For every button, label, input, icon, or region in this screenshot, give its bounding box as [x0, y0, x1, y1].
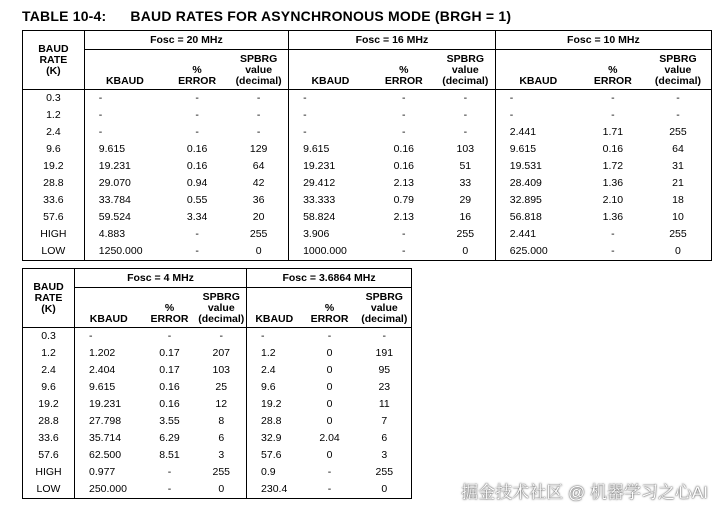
- error-cell: 0.17: [159, 347, 180, 359]
- kbaud-cell: 27.798: [75, 413, 143, 430]
- kbaud-cell: 33.784: [84, 192, 165, 209]
- kbaud-cell: 2.404: [75, 362, 143, 379]
- error-cell: -: [611, 109, 615, 121]
- error-cell: -: [195, 126, 199, 138]
- table-row: [23, 481, 412, 499]
- table-body: [23, 90, 712, 261]
- spbrg-header: SPBRG value (decimal): [197, 288, 247, 328]
- error-cell: 0.16: [393, 160, 414, 172]
- error-cell: 1.36: [602, 177, 624, 189]
- kbaud-cell: -: [247, 328, 302, 346]
- error-cell: -: [195, 92, 199, 104]
- spbrg-cell: 23: [358, 379, 412, 396]
- kbaud-cell: 3.906: [289, 226, 372, 243]
- error-cell: 2.10: [602, 194, 624, 206]
- spbrg-cell: 207: [197, 345, 247, 362]
- error-cell: -: [402, 228, 406, 240]
- spbrg-cell: 29: [436, 192, 495, 209]
- table-row: [23, 226, 712, 243]
- table-row: [23, 124, 712, 141]
- spbrg-header: SPBRG value (decimal): [358, 288, 412, 328]
- kbaud-cell: 0.977: [75, 464, 143, 481]
- baud-rate-cell: 28.8: [23, 175, 85, 192]
- kbaud-cell: 32.895: [495, 192, 581, 209]
- group-header: Fosc = 10 MHz: [495, 31, 711, 50]
- kbaud-cell: -: [289, 124, 372, 141]
- kbaud-cell: 33.333: [289, 192, 372, 209]
- baud-rate-cell: LOW: [23, 243, 85, 261]
- baud-rate-cell: 19.2: [23, 396, 75, 413]
- table-row: [23, 447, 412, 464]
- baud-table-top: [22, 30, 712, 261]
- spbrg-cell: 6: [358, 430, 412, 447]
- kbaud-cell: 19.231: [75, 396, 143, 413]
- kbaud-cell: 32.9: [247, 430, 302, 447]
- kbaud-cell: -: [289, 107, 372, 124]
- kbaud-cell: 1.202: [75, 345, 143, 362]
- error-cell: 1.71: [602, 126, 624, 138]
- spbrg-cell: 0: [358, 481, 412, 499]
- error-cell: 0.17: [159, 364, 180, 376]
- baud-rate-cell: 57.6: [23, 209, 85, 226]
- kbaud-cell: 4.883: [84, 226, 165, 243]
- spbrg-cell: 64: [645, 141, 712, 158]
- kbaud-cell: 9.615: [495, 141, 581, 158]
- spbrg-cell: 0: [197, 481, 247, 499]
- error-cell: 0.16: [186, 160, 208, 172]
- baud-table-bottom: [22, 268, 412, 499]
- table-title: [22, 8, 511, 24]
- group-header: Fosc = 20 MHz: [84, 31, 288, 50]
- kbaud-cell: 35.714: [75, 430, 143, 447]
- spbrg-cell: 103: [436, 141, 495, 158]
- spbrg-cell: 255: [358, 464, 412, 481]
- spbrg-cell: 3: [358, 447, 412, 464]
- error-cell: -: [302, 481, 358, 499]
- baud-rate-cell: 57.6: [23, 447, 75, 464]
- kbaud-cell: 19.231: [84, 158, 165, 175]
- kbaud-cell: 1.2: [247, 345, 302, 362]
- error-cell: -: [167, 330, 172, 342]
- table-caption: BAUD RATES FOR ASYNCHRONOUS MODE (BRGH = 1): [130, 8, 512, 24]
- spbrg-cell: 255: [645, 124, 712, 141]
- error-cell: 0.94: [186, 177, 208, 189]
- table-row: [23, 430, 412, 447]
- spbrg-cell: 0: [229, 243, 288, 261]
- table-row: [23, 107, 712, 124]
- error-cell: -: [611, 92, 615, 104]
- error-cell: -: [165, 243, 229, 261]
- error-cell: 0.55: [186, 194, 208, 206]
- kbaud-cell: 9.6: [247, 379, 302, 396]
- table-number: TABLE 10-4:: [22, 8, 107, 24]
- table-row: [23, 464, 412, 481]
- error-cell: 0.16: [159, 381, 180, 393]
- baud-rate-cell: 19.2: [23, 158, 85, 175]
- spbrg-cell: 16: [436, 209, 495, 226]
- spbrg-cell: 31: [645, 158, 712, 175]
- table-row: [23, 413, 412, 430]
- kbaud-cell: 625.000: [495, 243, 581, 261]
- kbaud-cell: 2.4: [247, 362, 302, 379]
- kbaud-cell: 230.4: [247, 481, 302, 499]
- error-cell: 2.04: [319, 432, 340, 444]
- spbrg-cell: 191: [358, 345, 412, 362]
- spbrg-cell: 8: [197, 413, 247, 430]
- kbaud-cell: 9.615: [84, 141, 165, 158]
- group-header: Fosc = 3.6864 MHz: [247, 269, 412, 288]
- kbaud-cell: 57.6: [247, 447, 302, 464]
- kbaud-cell: 28.409: [495, 175, 581, 192]
- kbaud-cell: 19.531: [495, 158, 581, 175]
- kbaud-header: KBAUD: [495, 50, 581, 90]
- error-cell: -: [581, 243, 645, 261]
- baud-rate-cell: LOW: [23, 481, 75, 499]
- error-cell: -: [402, 92, 406, 104]
- spbrg-cell: 0: [436, 243, 495, 261]
- kbaud-cell: 62.500: [75, 447, 143, 464]
- error-header: % ERROR: [581, 50, 645, 90]
- error-cell: -: [195, 228, 199, 240]
- spbrg-cell: 129: [229, 141, 288, 158]
- spbrg-cell: 20: [229, 209, 288, 226]
- error-header: % ERROR: [302, 288, 358, 328]
- kbaud-header: KBAUD: [75, 288, 143, 328]
- kbaud-cell: -: [75, 328, 143, 346]
- baud-rate-cell: 0.3: [23, 328, 75, 346]
- baud-rate-cell: 9.6: [23, 379, 75, 396]
- error-cell: 1.36: [602, 211, 624, 223]
- kbaud-cell: 59.524: [84, 209, 165, 226]
- error-cell: 0: [326, 449, 333, 461]
- spbrg-cell: -: [645, 107, 712, 124]
- baud-rate-cell: 33.6: [23, 430, 75, 447]
- spbrg-cell: 255: [197, 464, 247, 481]
- error-header: % ERROR: [143, 288, 197, 328]
- error-cell: -: [327, 330, 332, 342]
- error-cell: -: [611, 228, 615, 240]
- kbaud-cell: -: [495, 107, 581, 124]
- spbrg-cell: 255: [229, 226, 288, 243]
- table-row: [23, 90, 712, 108]
- kbaud-cell: 58.824: [289, 209, 372, 226]
- table-row: [23, 345, 412, 362]
- error-cell: 0: [326, 381, 333, 393]
- error-cell: 0: [326, 347, 333, 359]
- spbrg-cell: 0: [645, 243, 712, 261]
- spbrg-cell: 18: [645, 192, 712, 209]
- kbaud-cell: 2.441: [495, 226, 581, 243]
- spbrg-cell: -: [229, 90, 288, 108]
- kbaud-cell: 19.2: [247, 396, 302, 413]
- table-row: [23, 141, 712, 158]
- baud-rate-cell: 2.4: [23, 362, 75, 379]
- spbrg-cell: 6: [197, 430, 247, 447]
- spbrg-cell: 51: [436, 158, 495, 175]
- error-cell: 8.51: [159, 449, 180, 461]
- spbrg-cell: -: [645, 90, 712, 108]
- table-body: [23, 328, 412, 499]
- spbrg-header: SPBRG value (decimal): [645, 50, 712, 90]
- table-row: [23, 209, 712, 226]
- error-cell: 0.16: [186, 143, 208, 155]
- kbaud-cell: -: [84, 90, 165, 108]
- error-cell: 3.55: [159, 415, 180, 427]
- table-row: [23, 362, 412, 379]
- error-cell: 0.16: [159, 398, 180, 410]
- kbaud-cell: 9.615: [75, 379, 143, 396]
- kbaud-cell: -: [84, 107, 165, 124]
- kbaud-cell: 0.9: [247, 464, 302, 481]
- error-cell: -: [327, 466, 332, 478]
- error-cell: 0: [326, 364, 333, 376]
- spbrg-cell: -: [229, 124, 288, 141]
- error-cell: 3.34: [186, 211, 208, 223]
- baud-rate-cell: 28.8: [23, 413, 75, 430]
- baud-rate-cell: 9.6: [23, 141, 85, 158]
- spbrg-cell: 25: [197, 379, 247, 396]
- error-cell: 0.16: [393, 143, 414, 155]
- spbrg-cell: 11: [358, 396, 412, 413]
- kbaud-cell: 1250.000: [84, 243, 165, 261]
- kbaud-cell: 2.441: [495, 124, 581, 141]
- error-cell: 0.79: [393, 194, 414, 206]
- kbaud-cell: 29.412: [289, 175, 372, 192]
- error-cell: 0: [326, 398, 333, 410]
- kbaud-cell: 9.615: [289, 141, 372, 158]
- spbrg-cell: -: [436, 124, 495, 141]
- error-cell: -: [167, 466, 172, 478]
- kbaud-header: KBAUD: [84, 50, 165, 90]
- error-cell: 1.72: [602, 160, 624, 172]
- error-cell: -: [372, 243, 436, 261]
- error-cell: -: [195, 109, 199, 121]
- table-row: [23, 175, 712, 192]
- error-header: % ERROR: [372, 50, 436, 90]
- baud-rate-cell: 0.3: [23, 90, 85, 108]
- error-cell: -: [402, 126, 406, 138]
- spbrg-cell: -: [436, 107, 495, 124]
- baud-rate-cell: 33.6: [23, 192, 85, 209]
- baud-rate-cell: HIGH: [23, 226, 85, 243]
- spbrg-cell: 12: [197, 396, 247, 413]
- baud-rate-cell: HIGH: [23, 464, 75, 481]
- kbaud-cell: 29.070: [84, 175, 165, 192]
- table-row: [23, 158, 712, 175]
- spbrg-cell: 21: [645, 175, 712, 192]
- spbrg-cell: -: [229, 107, 288, 124]
- error-cell: -: [143, 481, 197, 499]
- spbrg-cell: -: [358, 328, 412, 346]
- error-cell: 0: [326, 415, 333, 427]
- spbrg-cell: 3: [197, 447, 247, 464]
- table-row: [23, 396, 412, 413]
- table-row: [23, 379, 412, 396]
- kbaud-header: KBAUD: [247, 288, 302, 328]
- error-cell: 6.29: [159, 432, 180, 444]
- table-row: [23, 328, 412, 346]
- baud-rate-cell: 1.2: [23, 107, 85, 124]
- baud-rate-cell: 2.4: [23, 124, 85, 141]
- kbaud-cell: -: [495, 90, 581, 108]
- error-header: % ERROR: [165, 50, 229, 90]
- kbaud-cell: 19.231: [289, 158, 372, 175]
- error-cell: 2.13: [393, 211, 414, 223]
- spbrg-cell: 36: [229, 192, 288, 209]
- watermark: 掘金技术社区 @ 机器学习之心AI: [461, 483, 708, 502]
- kbaud-cell: 56.818: [495, 209, 581, 226]
- kbaud-cell: -: [84, 124, 165, 141]
- spbrg-header: SPBRG value (decimal): [229, 50, 288, 90]
- spbrg-cell: 255: [436, 226, 495, 243]
- spbrg-cell: 10: [645, 209, 712, 226]
- spbrg-cell: 255: [645, 226, 712, 243]
- group-header: Fosc = 4 MHz: [75, 269, 247, 288]
- spbrg-cell: 103: [197, 362, 247, 379]
- table-row: [23, 243, 712, 261]
- spbrg-cell: 42: [229, 175, 288, 192]
- group-header: Fosc = 16 MHz: [289, 31, 496, 50]
- spbrg-cell: 7: [358, 413, 412, 430]
- spbrg-cell: -: [197, 328, 247, 346]
- kbaud-header: KBAUD: [289, 50, 372, 90]
- kbaud-cell: 250.000: [75, 481, 143, 499]
- spbrg-cell: 64: [229, 158, 288, 175]
- spbrg-cell: 95: [358, 362, 412, 379]
- error-cell: -: [402, 109, 406, 121]
- baud-rate-cell: 1.2: [23, 345, 75, 362]
- rate-header: BAUD RATE (K): [23, 269, 75, 328]
- error-cell: 0.16: [602, 143, 624, 155]
- kbaud-cell: 1000.000: [289, 243, 372, 261]
- spbrg-cell: 33: [436, 175, 495, 192]
- error-cell: 2.13: [393, 177, 414, 189]
- table-row: [23, 192, 712, 209]
- kbaud-cell: 28.8: [247, 413, 302, 430]
- spbrg-cell: -: [436, 90, 495, 108]
- rate-header: BAUD RATE (K): [23, 31, 85, 90]
- spbrg-header: SPBRG value (decimal): [436, 50, 495, 90]
- kbaud-cell: -: [289, 90, 372, 108]
